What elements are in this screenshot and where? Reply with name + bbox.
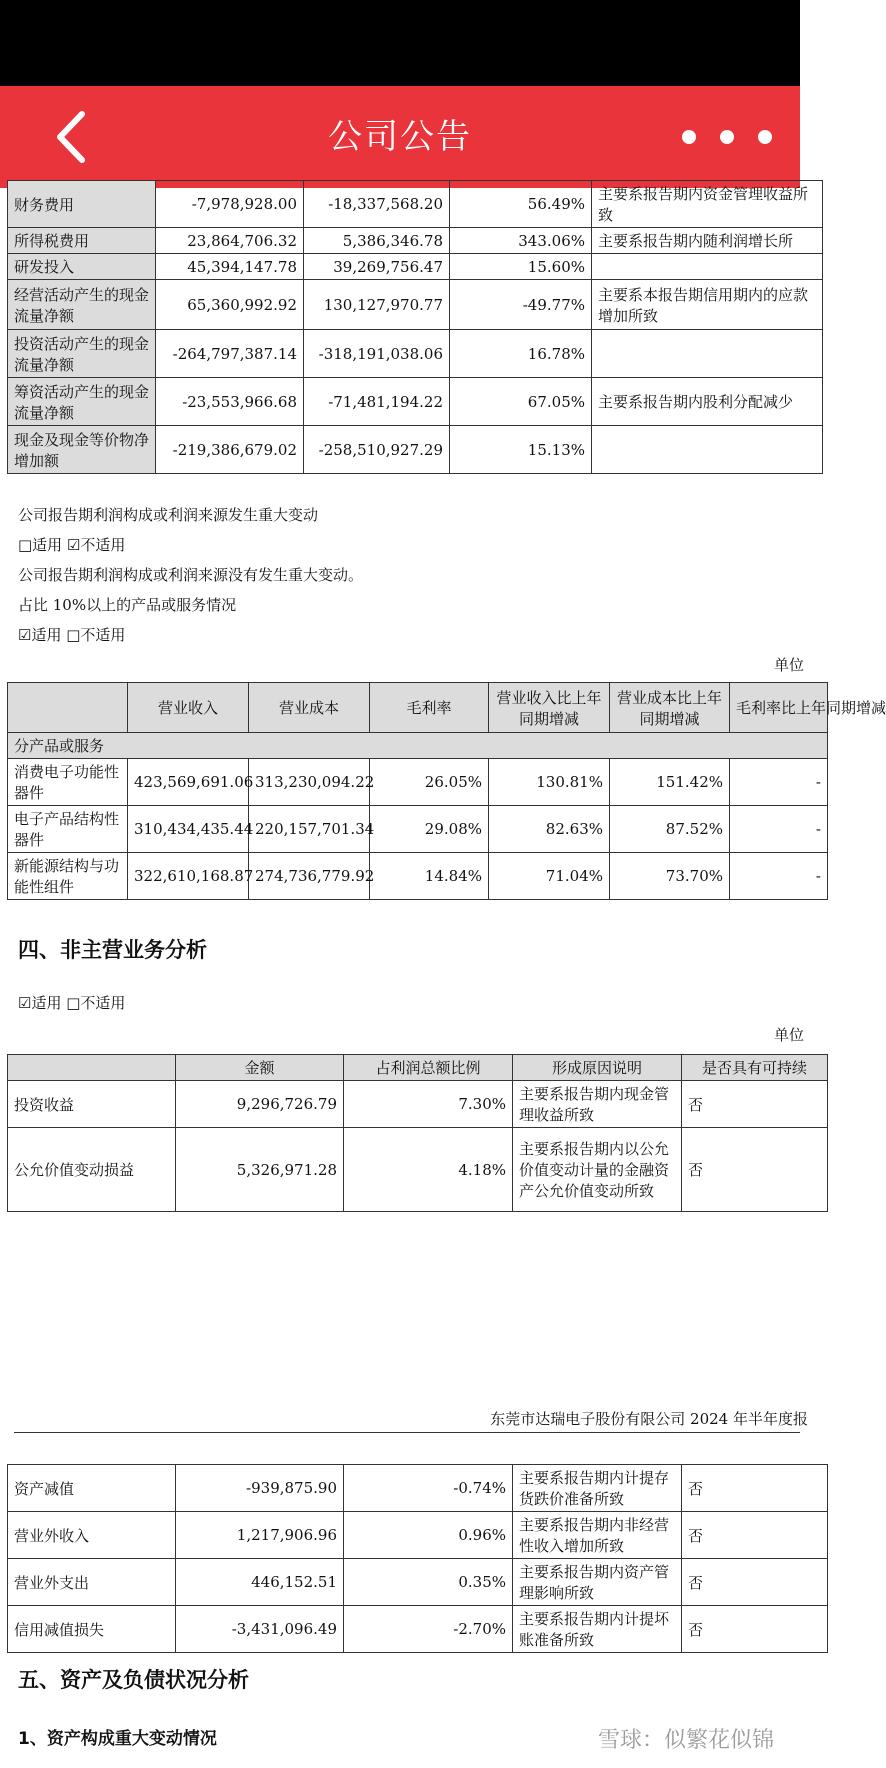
cell-ratio: -2.70% [344, 1606, 513, 1653]
cell-reason: 主要系报告期内非经营性收入增加所致 [513, 1512, 682, 1559]
table-row [8, 1606, 828, 1653]
non-operating-table-continued [7, 1464, 828, 1653]
cell-margin-change: - [730, 806, 828, 853]
table-row [8, 806, 828, 853]
cell-current: -264,797,387.14 [156, 330, 304, 378]
cell-cost: 274,736,779.92 [249, 853, 370, 900]
column-header [8, 683, 128, 733]
paragraph: 公司报告期利润构成或利润来源发生重大变动 [18, 506, 319, 524]
checkbox-line: ☑适用 □不适用 [18, 994, 126, 1012]
table-row [8, 181, 823, 228]
section-heading: 四、非主营业务分析 [18, 938, 207, 962]
cell-reason: 主要系报告期内随利润增长所 [592, 228, 823, 254]
document-content [0, 185, 886, 1768]
cell-reason [592, 330, 823, 378]
cell-sustainable: 否 [682, 1465, 828, 1512]
cell-reason: 主要系报告期内资产管理影响所致 [513, 1559, 682, 1606]
row-label: 现金及现金等价物净增加额 [8, 426, 156, 474]
status-bar [0, 0, 800, 86]
table-row [8, 853, 828, 900]
cell-cost: 220,157,701.34 [249, 806, 370, 853]
page-divider [14, 1432, 800, 1433]
product-revenue-table [7, 682, 886, 900]
column-header: 毛利率 [370, 683, 489, 733]
row-label: 营业外收入 [8, 1512, 176, 1559]
unit-label: 单位 [773, 1026, 804, 1044]
cell-change: 56.49% [450, 181, 592, 228]
dot-icon [720, 130, 734, 144]
cell-gross-margin: 14.84% [370, 853, 489, 900]
row-label: 所得税费用 [8, 228, 156, 254]
cell-margin-change: - [730, 759, 828, 806]
cell-revenue-change: 130.81% [489, 759, 610, 806]
table-row [8, 1559, 828, 1606]
row-label: 投资活动产生的现金流量净额 [8, 330, 156, 378]
cell-previous: -18,337,568.20 [304, 181, 450, 228]
column-header: 形成原因说明 [513, 1055, 682, 1081]
table-row [8, 426, 823, 474]
group-row [8, 733, 828, 759]
cell-revenue: 423,569,691.06 [128, 759, 249, 806]
cell-amount: 1,217,906.96 [176, 1512, 344, 1559]
unit-label: 单位 [773, 656, 804, 674]
table-row [8, 378, 823, 426]
row-label: 消费电子功能性器件 [8, 759, 128, 806]
cell-ratio: -0.74% [344, 1465, 513, 1512]
table-row [8, 1081, 828, 1128]
cell-cost-change: 151.42% [610, 759, 730, 806]
cell-previous: 5,386,346.78 [304, 228, 450, 254]
cell-ratio: 4.18% [344, 1128, 513, 1212]
table-row [8, 1128, 828, 1212]
cell-cost-change: 87.52% [610, 806, 730, 853]
row-label: 电子产品结构性器件 [8, 806, 128, 853]
cell-reason: 主要系报告期内现金管理收益所致 [513, 1081, 682, 1128]
cell-change: 343.06% [450, 228, 592, 254]
group-label: 分产品或服务 [8, 733, 828, 759]
cell-current: 45,394,147.78 [156, 254, 304, 280]
column-header: 毛利率比上年同期增减 [730, 683, 828, 733]
more-options-button[interactable] [682, 120, 772, 154]
cell-amount: -3,431,096.49 [176, 1606, 344, 1653]
paragraph: 占比 10%以上的产品或服务情况 [18, 596, 237, 614]
cell-revenue: 310,434,435.44 [128, 806, 249, 853]
cell-gross-margin: 26.05% [370, 759, 489, 806]
column-header: 营业收入 [128, 683, 249, 733]
table-row [8, 330, 823, 378]
table-row [8, 759, 828, 806]
row-label: 财务费用 [8, 181, 156, 228]
cell-cost: 313,230,094.22 [249, 759, 370, 806]
cell-previous: 39,269,756.47 [304, 254, 450, 280]
cell-amount: 9,296,726.79 [176, 1081, 344, 1128]
dot-icon [758, 130, 772, 144]
cell-ratio: 0.96% [344, 1512, 513, 1559]
subsection-heading: 1、资产构成重大变动情况 [18, 1729, 217, 1749]
cell-ratio: 0.35% [344, 1559, 513, 1606]
cell-current: -23,553,966.68 [156, 378, 304, 426]
table-row [8, 1512, 828, 1559]
row-label: 投资收益 [8, 1081, 176, 1128]
cell-revenue-change: 82.63% [489, 806, 610, 853]
cell-revenue-change: 71.04% [489, 853, 610, 900]
company-footer: 东莞市达瑞电子股份有限公司 2024 年半年度报 [490, 1410, 808, 1428]
cell-change: 15.13% [450, 426, 592, 474]
cell-reason: 主要系本报告期信用期内的应款增加所致 [592, 280, 823, 330]
cell-previous: -258,510,927.29 [304, 426, 450, 474]
cell-previous: -71,481,194.22 [304, 378, 450, 426]
column-header [8, 1055, 176, 1081]
row-label: 筹资活动产生的现金流量净额 [8, 378, 156, 426]
cell-amount: -939,875.90 [176, 1465, 344, 1512]
cell-change: 67.05% [450, 378, 592, 426]
top-nav-bar [0, 86, 800, 188]
cell-margin-change: - [730, 853, 828, 900]
cell-previous: 130,127,970.77 [304, 280, 450, 330]
row-label: 经营活动产生的现金流量净额 [8, 280, 156, 330]
cell-amount: 446,152.51 [176, 1559, 344, 1606]
row-label: 信用减值损失 [8, 1606, 176, 1653]
row-label: 研发投入 [8, 254, 156, 280]
column-header: 占利润总额比例 [344, 1055, 513, 1081]
financial-items-table [7, 180, 823, 474]
section-heading: 五、资产及负债状况分析 [18, 1668, 249, 1692]
row-label: 资产减值 [8, 1465, 176, 1512]
table-header-row [8, 683, 828, 733]
table-row [8, 280, 823, 330]
column-header: 营业成本比上年同期增减 [610, 683, 730, 733]
cell-change: 16.78% [450, 330, 592, 378]
cell-current: -219,386,679.02 [156, 426, 304, 474]
cell-amount: 5,326,971.28 [176, 1128, 344, 1212]
watermark-text: 雪球：似繁花似锦 [597, 1728, 774, 1753]
cell-gross-margin: 29.08% [370, 806, 489, 853]
column-header: 营业收入比上年同期增减 [489, 683, 610, 733]
cell-sustainable: 否 [682, 1081, 828, 1128]
cell-change: -49.77% [450, 280, 592, 330]
cell-reason [592, 254, 823, 280]
non-operating-table [7, 1054, 828, 1212]
dot-icon [682, 130, 696, 144]
cell-ratio: 7.30% [344, 1081, 513, 1128]
cell-previous: -318,191,038.06 [304, 330, 450, 378]
cell-current: 23,864,706.32 [156, 228, 304, 254]
cell-current: 65,360,992.92 [156, 280, 304, 330]
cell-current: -7,978,928.00 [156, 181, 304, 228]
column-header: 金额 [176, 1055, 344, 1081]
cell-sustainable: 否 [682, 1606, 828, 1653]
table-row [8, 228, 823, 254]
cell-reason: 主要系报告期内股利分配减少 [592, 378, 823, 426]
row-label: 营业外支出 [8, 1559, 176, 1606]
cell-reason: 主要系报告期内以公允价值变动计量的金融资产公允价值变动所致 [513, 1128, 682, 1212]
table-row [8, 254, 823, 280]
checkbox-line: ☑适用 □不适用 [18, 626, 126, 644]
column-header: 是否具有可持续 [682, 1055, 828, 1081]
row-label: 新能源结构与功能性组件 [8, 853, 128, 900]
column-header: 营业成本 [249, 683, 370, 733]
cell-change: 15.60% [450, 254, 592, 280]
cell-cost-change: 73.70% [610, 853, 730, 900]
table-header-row [8, 1055, 828, 1081]
checkbox-line: □适用 ☑不适用 [18, 536, 126, 554]
cell-reason: 主要系报告期内资金管理收益所致 [592, 181, 823, 228]
paragraph: 公司报告期利润构成或利润来源没有发生重大变动。 [18, 566, 364, 584]
cell-sustainable: 否 [682, 1128, 828, 1212]
row-label: 公允价值变动损益 [8, 1128, 176, 1212]
cell-reason: 主要系报告期内计提存货跌价准备所致 [513, 1465, 682, 1512]
table-row [8, 1465, 828, 1512]
cell-sustainable: 否 [682, 1512, 828, 1559]
page-title: 公司公告 [328, 117, 472, 157]
cell-reason: 主要系报告期内计提坏账准备所致 [513, 1606, 682, 1653]
cell-revenue: 322,610,168.87 [128, 853, 249, 900]
cell-reason [592, 426, 823, 474]
cell-sustainable: 否 [682, 1559, 828, 1606]
